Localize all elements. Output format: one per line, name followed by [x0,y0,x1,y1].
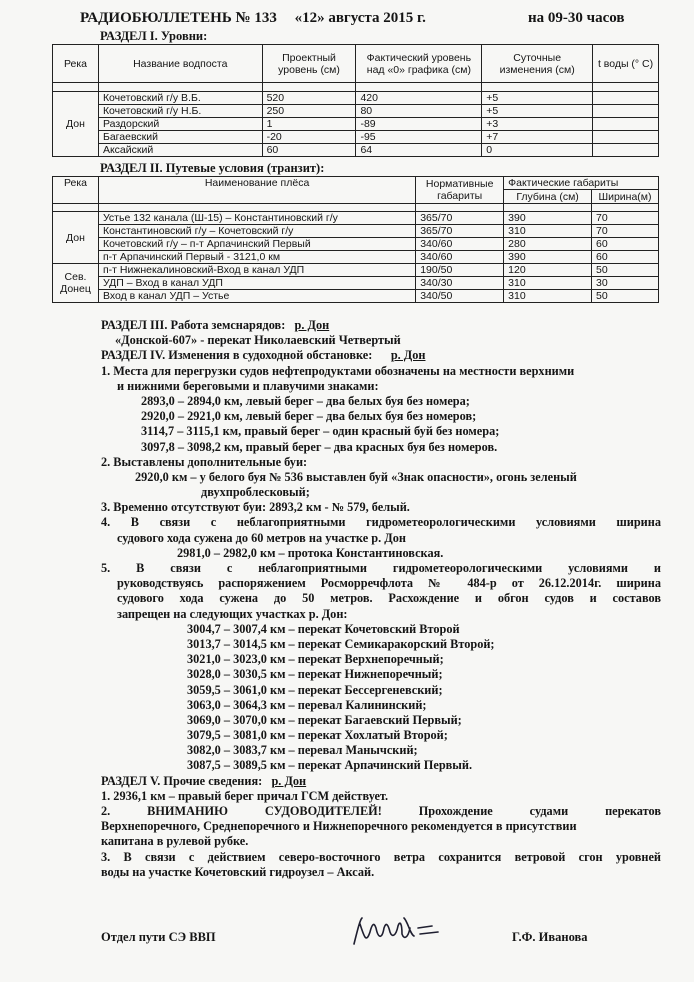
s5-p3-line2: воды на участке Кочетовский гидроузел – Аксай. [101,864,375,879]
col-header-width: Ширина(м) [591,190,658,204]
col-header-design-level: Проектный уровень (см) [262,45,356,83]
normative-dims: 365/70 [416,212,504,225]
s5-p2-line1: 2. ВНИМАНИЮ СУДОВОДИТЕЛЕЙ! Прохождение судами перекатов [101,804,661,818]
station-name: Кочетовский г/у В.Б. [98,92,262,105]
list-item: 2893,0 – 2894,0 км, левый берег – два белых буя без номера; [141,393,470,408]
s5-p1: 1. 2936,1 км – правый берег причал ГСМ действует. [101,788,389,803]
s4-p1-line2: и нижними береговыми и плавучими знаками: [117,378,379,393]
col-header-actual-level: Фактический уровень над «0» графика (см) [356,45,482,83]
table-row [53,225,659,238]
reach-name: Вход в канал УДП – Устье [98,290,415,303]
bulletin-header [80,10,660,27]
actual-level: -95 [356,131,482,144]
bulletin-date: «12» августа 2015 г. [294,10,426,26]
col-header-reach-name: Наименование плёса [98,177,415,204]
list-item: 3114,7 – 3115,1 км, правый берег – один красный буй без номера; [141,424,500,439]
reach-name: Константиновский г/у – Кочетовский г/у [98,225,415,238]
actual-width: 50 [591,264,658,277]
water-temp [593,105,659,118]
reach-name: Кочетовский г/у – п-т Арпачинский Первый [98,238,415,251]
col-header-normative: Нормативные габариты [416,177,504,204]
col-header-depth: Глубина (см) [504,190,592,204]
normative-dims: 340/50 [416,290,504,303]
col-header-river: Река [53,45,99,83]
actual-depth: 390 [504,251,592,264]
actual-level: 80 [356,105,482,118]
transit-spacer-row [53,204,659,212]
section4-river: р. Дон [390,348,426,363]
table-row [53,144,659,157]
list-item: 3079,5 – 3081,0 км – перекат Хохлатый Второй; [187,728,448,743]
col-header-river: Река [53,177,99,204]
s5-p2-line3: капитана в рулевой рубке. [101,834,249,849]
table-row [53,212,659,225]
table-row [53,264,659,277]
design-level: 60 [262,144,356,157]
actual-depth: 310 [504,277,592,290]
table-row [53,105,659,118]
s4-p5-line4: запрещен на следующих участках р. Дон: [117,606,348,621]
water-temp [593,144,659,157]
transit-header-row [53,177,659,190]
normative-dims: 340/30 [416,277,504,290]
s4-p5-line3: судового хода сужена до 50 метров. Расхождение и обгон судов и составов [117,591,661,606]
section3-title: РАЗДЕЛ III. Работа земснарядов: [101,318,286,332]
levels-spacer-row [53,83,659,92]
col-header-water-temp: t воды (° С) [593,45,659,83]
levels-table [52,44,659,157]
s4-p2-line1: 2920,0 км – у белого буя № 536 выставлен буй «Знак опасности», огонь зеленый [135,469,577,484]
bulletin-time: на 09-30 часов [528,10,625,26]
actual-width: 70 [591,225,658,238]
col-header-actual: Фактические габариты [504,177,659,190]
design-level: 520 [262,92,356,105]
actual-width: 60 [591,238,658,251]
section2-title: РАЗДЕЛ II. Путевые условия (транзит): [100,161,325,175]
bulletin-body [101,318,661,880]
design-level: 250 [262,105,356,118]
reach-name: п-т Арпачинский Первый - 3121,0 км [98,251,415,264]
section4-title: РАЗДЕЛ IV. Изменения в судоходной обстановке: [101,348,373,363]
design-level: -20 [262,131,356,144]
actual-level: 420 [356,92,482,105]
daily-change: +7 [482,131,593,144]
station-name: Раздорский [98,118,262,131]
section3-heading [101,318,661,333]
list-item: 3082,0 – 3083,7 км – перевал Манычский; [187,743,418,758]
actual-width: 50 [591,290,658,303]
actual-level: -89 [356,118,482,131]
s4-p4-line2: судового хода сужена до 60 метров на участке р. Дон [117,530,406,545]
station-name: Кочетовский г/у Н.Б. [98,105,262,118]
actual-depth: 120 [504,264,592,277]
actual-width: 60 [591,251,658,264]
section4-heading [101,348,661,363]
bulletin-title: РАДИОБЮЛЛЕТЕНЬ № 133 [80,10,277,26]
s5-p3-line1: 3. В связи с действием северо-восточного ветра сохранится ветровой сгон уровней [101,849,661,864]
list-item: 2920,0 – 2921,0 км, левый берег – два белых буя без номеров; [141,409,477,424]
list-item: 3097,8 – 3098,2 км, правый берег – два красных буя без номеров. [141,439,498,454]
reach-name: Устье 132 канала (Ш-15) – Константиновский г/у [98,212,415,225]
actual-depth: 390 [504,212,592,225]
levels-header-row [53,45,659,83]
list-item: 3021,0 – 3023,0 км – перекат Верхнепоречный; [187,652,444,667]
normative-dims: 340/60 [416,251,504,264]
s4-p4-line3: 2981,0 – 2982,0 км – протока Константиновская. [177,545,444,560]
table-row [53,277,659,290]
s4-p4-line1: 4. В связи с неблагоприятными гидрометеорологическими условиями ширина [101,515,661,530]
daily-change: +5 [482,92,593,105]
list-item: 3028,0 – 3030,5 км – перекат Нижнепоречный; [187,667,443,682]
list-item: 3059,5 – 3061,0 км – перекат Бессергеневский; [187,682,443,697]
transit-table [52,176,659,303]
design-level: 1 [262,118,356,131]
normative-dims: 340/60 [416,238,504,251]
list-item: 3013,7 – 3014,5 км – перекат Семикаракорский Второй; [187,636,495,651]
actual-depth: 280 [504,238,592,251]
water-temp [593,118,659,131]
station-name: Аксайский [98,144,262,157]
river-cell: Сев. Донец [53,264,99,303]
s4-p5-line1: 5. В связи с неблагоприятными гидрометеорологическими условиями и [101,561,661,575]
normative-dims: 190/50 [416,264,504,277]
river-cell: Дон [53,92,99,157]
daily-change: 0 [482,144,593,157]
list-item: 3004,7 – 3007,4 км – перекат Кочетовский Второй [187,621,460,636]
col-header-station: Название водпоста [98,45,262,83]
table-row [53,92,659,105]
list-item: 3069,0 – 3070,0 км – перекат Багаевский Первый; [187,712,462,727]
water-temp [593,131,659,144]
actual-width: 70 [591,212,658,225]
actual-depth: 310 [504,290,592,303]
dredger-item: «Донской-607» - перекат Николаевский Четвертый [115,333,401,348]
table-row [53,238,659,251]
s4-p1-line1: 1. Места для перегрузки судов нефтепродуктами обозначены на местности верхними [101,363,575,378]
signatory-name: Г.Ф. Иванова [512,930,588,944]
table-row [53,118,659,131]
table-row [53,131,659,144]
section5-title: РАЗДЕЛ V. Прочие сведения: [101,773,263,788]
normative-dims: 365/70 [416,225,504,238]
section1-title: РАЗДЕЛ I. Уровни: [100,29,208,43]
signature-image [348,914,444,950]
river-cell: Дон [53,212,99,264]
department: Отдел пути СЭ ВВП [101,930,216,944]
reach-name: п-т Нижнекалиновский-Вход в канал УДП [98,264,415,277]
list-item: 3087,5 – 3089,5 км – перекат Арпачинский Первый. [187,758,473,773]
actual-level: 64 [356,144,482,157]
s5-p2-line2: Верхнепоречного, Среднепоречного и Нижнепоречного рекомендуется в присутствии [101,819,577,834]
reach-name: УДП – Вход в канал УДП [98,277,415,290]
col-header-daily-change: Суточные изменения (см) [482,45,593,83]
s4-p2: 2. Выставлены дополнительные буи: [101,454,308,469]
table-row [53,290,659,303]
station-name: Багаевский [98,131,262,144]
table-row [53,251,659,264]
s4-p2-line2: двухпроблесковый; [201,485,310,500]
actual-width: 30 [591,277,658,290]
list-item: 3063,0 – 3064,3 км – перевал Калининский; [187,697,427,712]
s4-p5-line2: руководствуясь распоряжением Росморречфлота № 484-р от 26.12.2014г. ширина [117,576,661,591]
section3-river: р. Дон [294,318,330,332]
daily-change: +5 [482,105,593,118]
daily-change: +3 [482,118,593,131]
section5-river: р. Дон [271,773,307,788]
s4-p3: 3. Временно отсутствуют буи: 2893,2 км - № 579, белый. [101,500,410,515]
water-temp [593,92,659,105]
actual-depth: 310 [504,225,592,238]
section5-heading [101,774,661,789]
